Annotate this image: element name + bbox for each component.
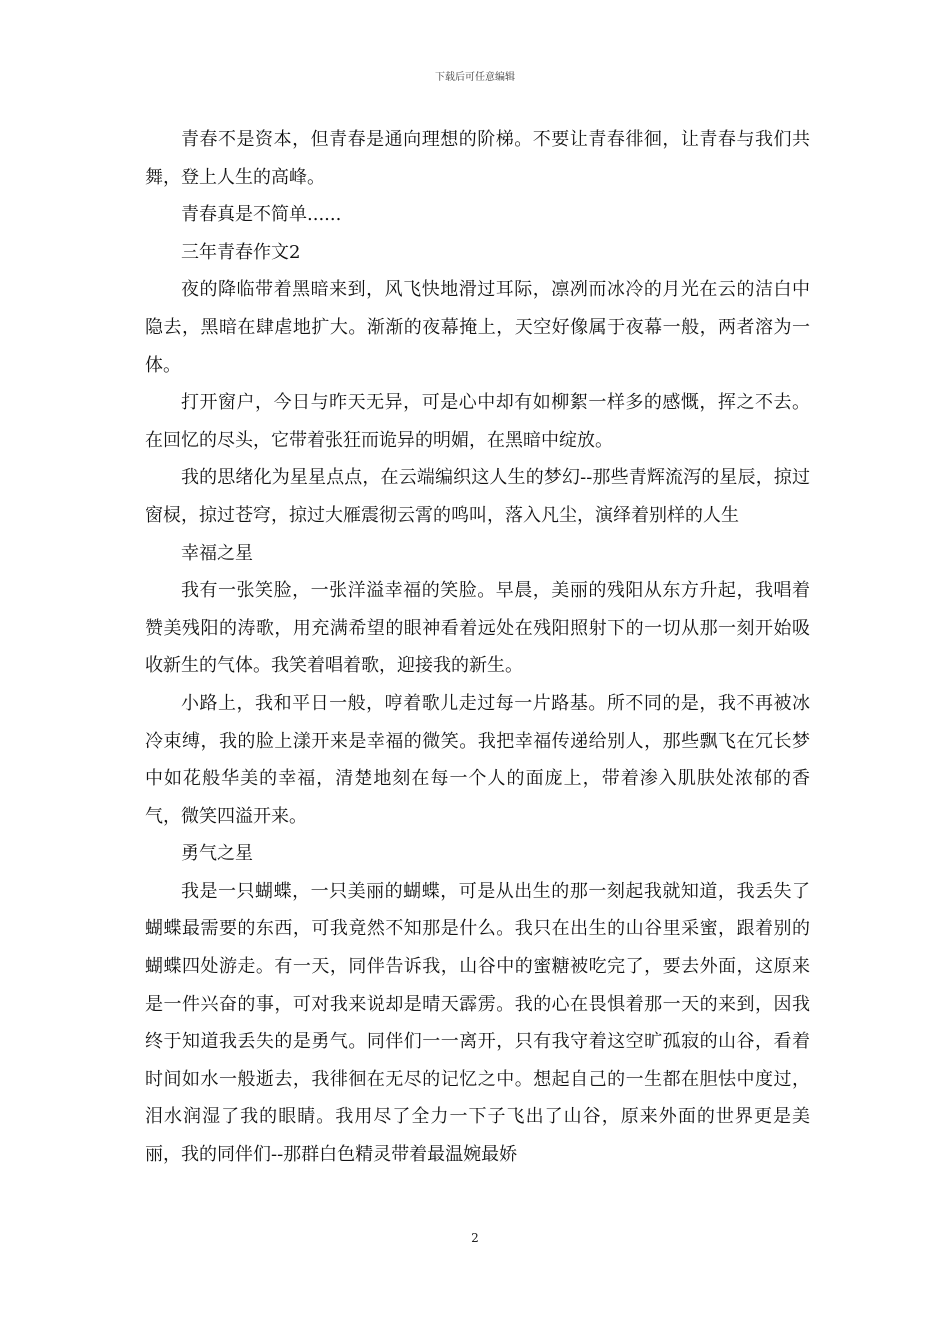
paragraph: 我有一张笑脸，一张洋溢幸福的笑脸。早晨，美丽的残阳从东方升起，我唱着赞美残阳的涛歌，用充满希望的眼神看着远处在残阳照射下的一切从那一刻开始吸收新生的气体。我笑着唱着歌，迎接我的新生。 (145, 580, 810, 677)
paragraph: 我的思绪化为星星点点，在云端编织这人生的梦幻--那些青辉流泻的星辰，掠过窗棂，掠过苍穹，掠过大雁震彻云霄的鸣叫，落入凡尘，演绎着别样的人生 (145, 467, 810, 526)
paragraph: 青春不是资本，但青春是通向理想的阶梯。不要让青春徘徊，让青春与我们共舞，登上人生的高峰。 (145, 129, 810, 188)
paragraph: 夜的降临带着黑暗来到，风飞快地滑过耳际，凛冽而冰冷的月光在云的洁白中隐去，黑暗在肆虐地扩大。渐渐的夜幕掩上，天空好像属于夜幕一般，两者溶为一体。 (145, 279, 810, 376)
paragraph: 青春真是不简单...... (181, 204, 342, 226)
section-heading: 勇气之星 (181, 843, 253, 865)
paragraph: 打开窗户，今日与昨天无异，可是心中却有如柳絮一样多的感慨，挥之不去。在回忆的尽头，它带着张狂而诡异的明媚，在黑暗中绽放。 (145, 392, 810, 451)
section-heading: 幸福之星 (181, 542, 253, 564)
page-number: 2 (471, 1231, 479, 1245)
paragraph: 小路上，我和平日一般，哼着歌儿走过每一片路基。所不同的是，我不再被冰冷束缚，我的脸上漾开来是幸福的微笑。我把幸福传递给别人，那些飘飞在冗长梦中如花般华美的幸福，清楚地刻在每一个人的面庞上，带着渗入肌肤处浓郁的香气，微笑四溢开来。 (145, 692, 810, 827)
body-text (145, 121, 810, 1174)
paragraph: 我是一只蝴蝶，一只美丽的蝴蝶，可是从出生的那一刻起我就知道，我丢失了蝴蝶最需要的东西，可我竟然不知那是什么。我只在出生的山谷里采蜜，跟着别的蝴蝶四处游走。有一天，同伴告诉我，山谷中的蜜糖被吃完了，要去外面，这原来是一件兴奋的事，可对我来说却是晴天霹雳。我的心在畏惧着那一天的来到，因我终于知道我丢失的是勇气。同伴们一一离开，只有我守着这空旷孤寂的山谷，看着时间如水一般逝去，我徘徊在无尽的记忆之中。想起自己的一生都在胆怯中度过，泪水润湿了我的眼睛。我用尽了全力一下子飞出了山谷，原来外面的世界更是美丽，我的同伴们--那群白色精灵带着最温婉最娇 (145, 880, 810, 1166)
section-heading: 三年青春作文2 (181, 241, 301, 263)
page-header: 下载后可任意编辑 (435, 72, 515, 83)
